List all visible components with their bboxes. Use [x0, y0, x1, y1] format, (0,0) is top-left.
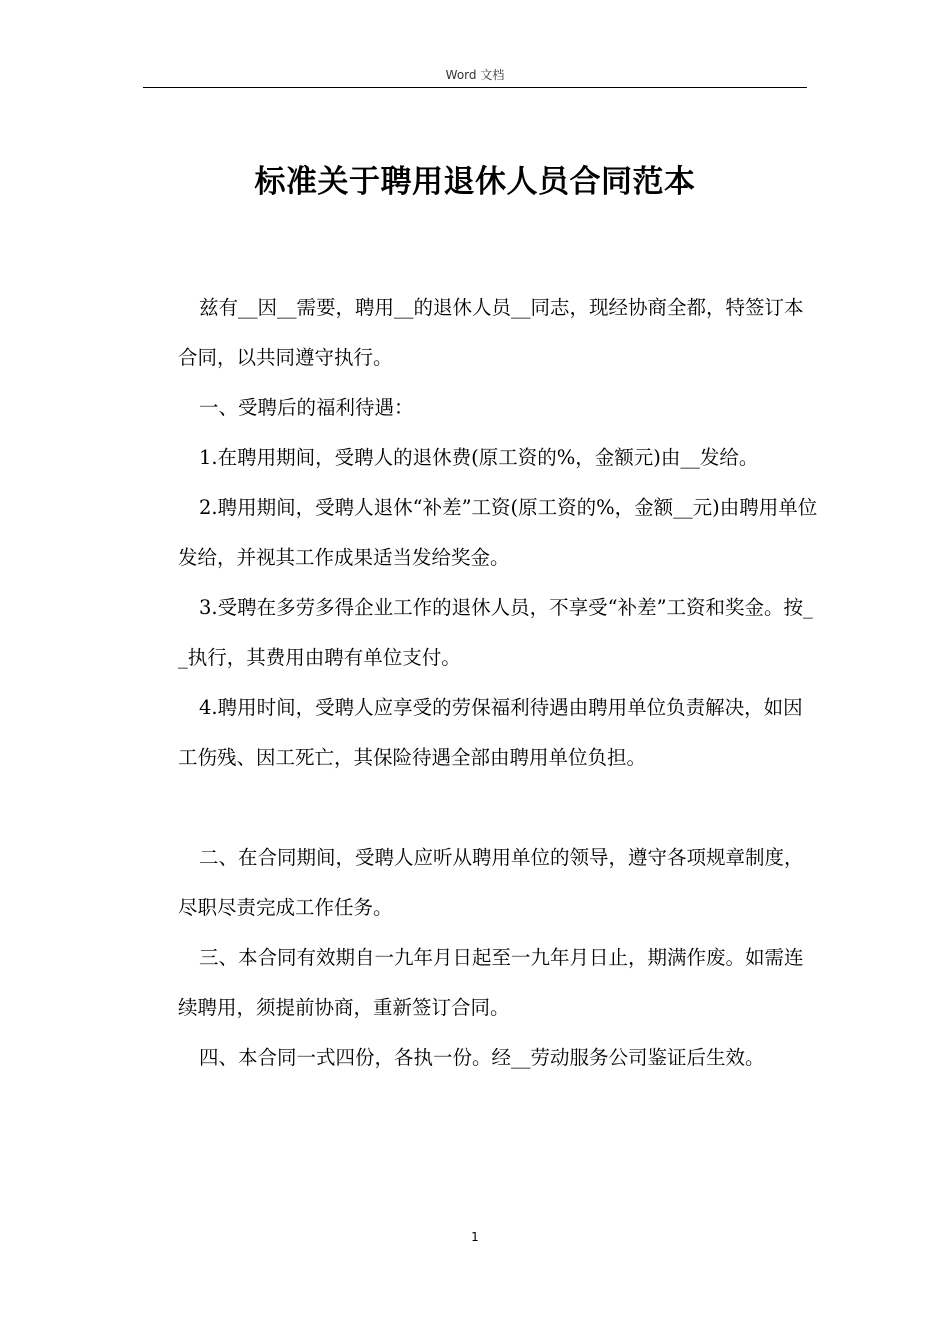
paragraph-section-2: 二、在合同期间，受聘人应听从聘用单位的领导，遵守各项规章制度，尽职尽责完成工作任务。 — [178, 846, 804, 919]
paragraph-section-1-heading: 一、受聘后的福利待遇： — [199, 396, 414, 419]
paragraph-item-2: 2.聘用期间，受聘人退休“补差”工资(原工资的%，金额__元)由聘用单位发给，并视其工作成果适当发给奖金。 — [178, 496, 818, 569]
header-divider — [143, 87, 807, 88]
paragraph-intro: 兹有__因__需要，聘用__的退休人员__同志，现经协商全都，特签订本合同，以共同遵守执行。 — [178, 296, 804, 369]
paragraph-section-3: 三、本合同有效期自一九年月日起至一九年月日止，期满作废。如需连续聘用，须提前协商，重新签订合同。 — [178, 946, 804, 1019]
page-header-label: Word 文档 — [445, 68, 505, 82]
paragraph-item-1: 1.在聘用期间，受聘人的退休费(原工资的%，金额元)由__发给。 — [199, 446, 759, 469]
document-title: 标准关于聘用退休人员合同范本 — [254, 164, 696, 200]
document-body — [178, 283, 818, 1083]
paragraph-section-4: 四、本合同一式四份，各执一份。经__劳动服务公司鉴证后生效。 — [199, 1046, 765, 1069]
page-number: 1 — [471, 1230, 479, 1244]
paragraph-item-4: 4.聘用时间，受聘人应享受的劳保福利待遇由聘用单位负责解决，如因工伤残、因工死亡，其保险待遇全部由聘用单位负担。 — [178, 696, 803, 769]
paragraph-spacer — [178, 783, 818, 833]
paragraph-item-3: 3.受聘在多劳多得企业工作的退休人员，不享受“补差”工资和奖金。按__执行，其费用由聘有单位支付。 — [178, 596, 813, 669]
